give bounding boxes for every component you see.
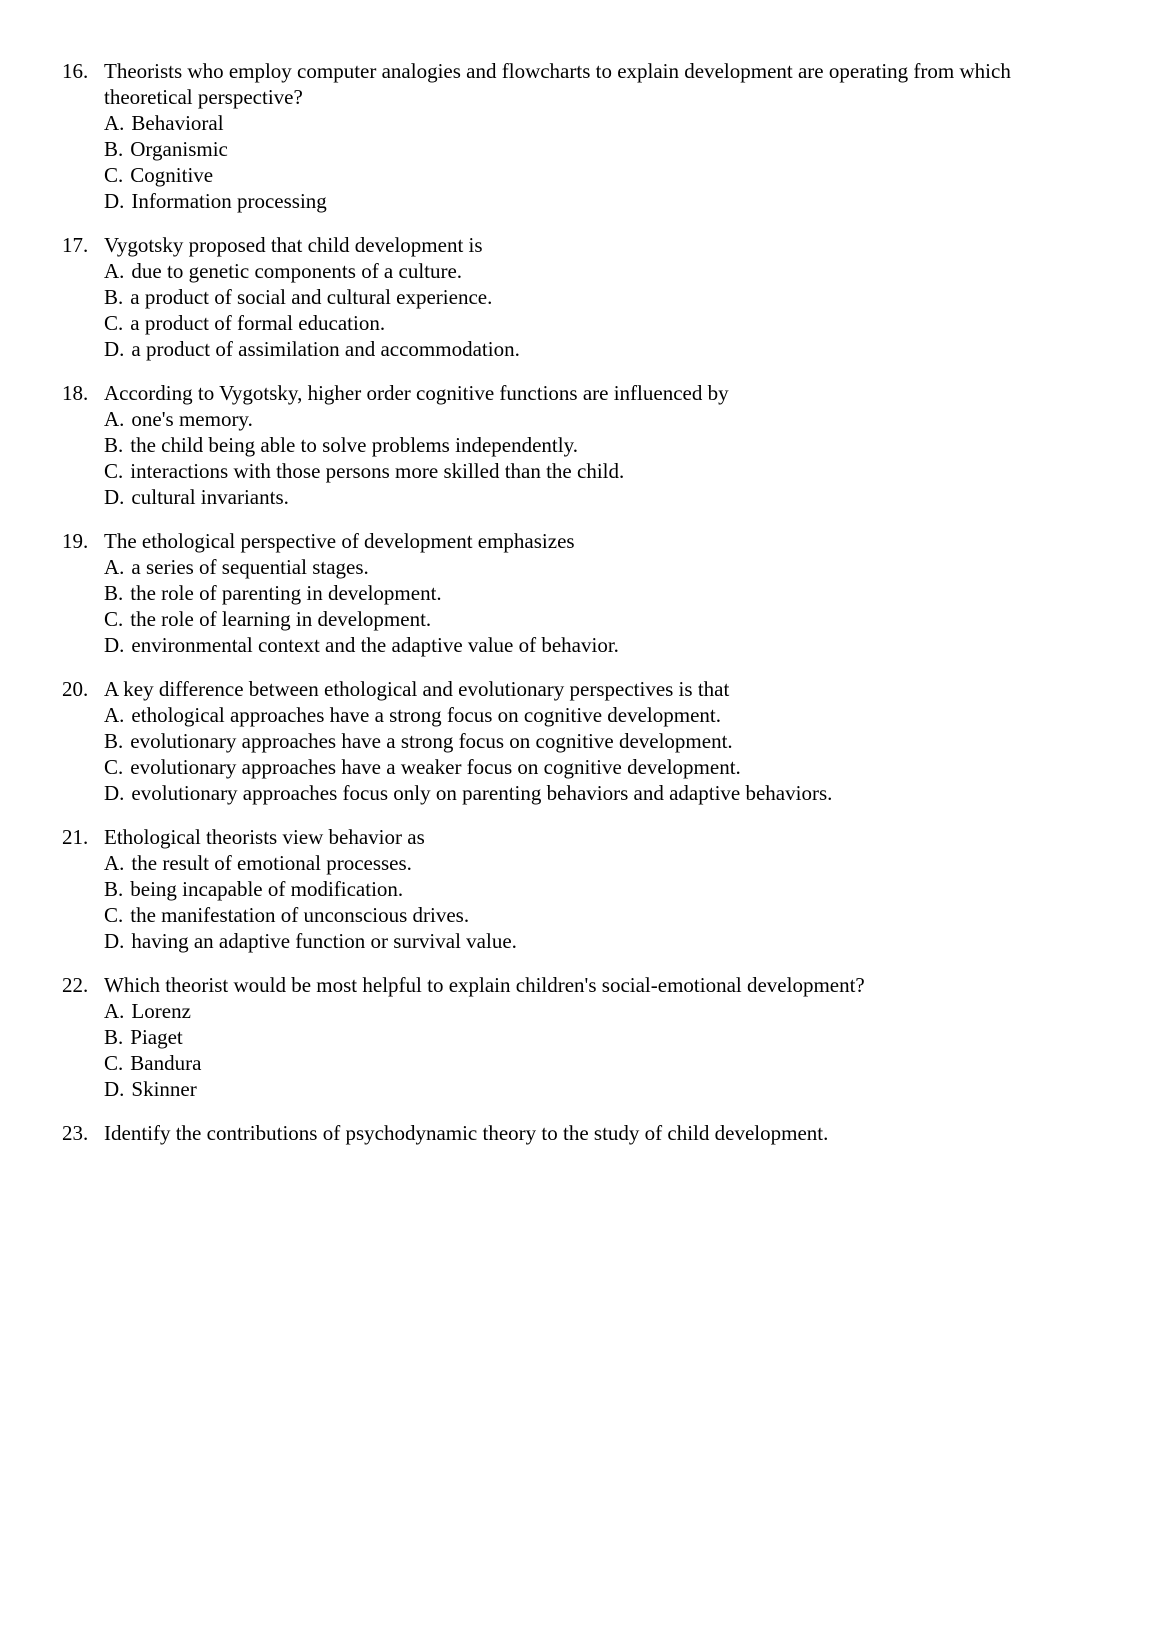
option-c bbox=[104, 902, 1102, 928]
option-text: a product of social and cultural experience. bbox=[130, 285, 493, 309]
option-text: evolutionary approaches focus only on parenting behaviors and adaptive behaviors. bbox=[131, 781, 833, 805]
option-c bbox=[104, 606, 1102, 632]
option-letter: A. bbox=[104, 111, 125, 135]
option-b bbox=[104, 136, 1102, 162]
option-text: environmental context and the adaptive value of behavior. bbox=[131, 633, 619, 657]
option-letter: C. bbox=[104, 607, 124, 631]
question-20 bbox=[62, 676, 1102, 806]
question-number: 21. bbox=[62, 825, 89, 849]
option-letter: A. bbox=[104, 555, 125, 579]
option-text: having an adaptive function or survival value. bbox=[131, 929, 517, 953]
option-a bbox=[104, 998, 1102, 1024]
question-22 bbox=[62, 972, 1102, 1102]
question-stem bbox=[62, 232, 1102, 258]
question-18 bbox=[62, 380, 1102, 510]
option-letter: C. bbox=[104, 903, 124, 927]
option-text: the role of parenting in development. bbox=[130, 581, 442, 605]
option-text: due to genetic components of a culture. bbox=[131, 259, 463, 283]
question-text: The ethological perspective of development emphasizes bbox=[104, 529, 575, 553]
question-text: Ethological theorists view behavior as bbox=[104, 825, 425, 849]
option-letter: A. bbox=[104, 407, 125, 431]
option-d bbox=[104, 188, 1102, 214]
option-b bbox=[104, 728, 1102, 754]
answer-options bbox=[62, 554, 1102, 658]
option-b bbox=[104, 1024, 1102, 1050]
option-c bbox=[104, 754, 1102, 780]
option-letter: B. bbox=[104, 1025, 124, 1049]
question-number: 18. bbox=[62, 381, 89, 405]
question-number: 17. bbox=[62, 233, 89, 257]
option-text: Cognitive bbox=[130, 163, 214, 187]
question-text: Theorists who employ computer analogies and flowcharts to explain development are operating from which theoretical perspective? bbox=[104, 59, 1011, 109]
option-d bbox=[104, 780, 1102, 806]
question-stem bbox=[62, 380, 1102, 406]
option-b bbox=[104, 876, 1102, 902]
option-d bbox=[104, 336, 1102, 362]
option-letter: D. bbox=[104, 633, 125, 657]
answer-options bbox=[62, 258, 1102, 362]
question-21 bbox=[62, 824, 1102, 954]
option-d bbox=[104, 632, 1102, 658]
option-text: cultural invariants. bbox=[131, 485, 289, 509]
option-letter: C. bbox=[104, 755, 124, 779]
option-c bbox=[104, 162, 1102, 188]
option-text: one's memory. bbox=[131, 407, 253, 431]
option-letter: C. bbox=[104, 163, 124, 187]
question-stem bbox=[62, 676, 1102, 702]
question-text: Vygotsky proposed that child development is bbox=[104, 233, 483, 257]
option-a bbox=[104, 850, 1102, 876]
question-19 bbox=[62, 528, 1102, 658]
option-letter: A. bbox=[104, 999, 125, 1023]
option-text: Information processing bbox=[131, 189, 327, 213]
option-c bbox=[104, 310, 1102, 336]
option-letter: A. bbox=[104, 851, 125, 875]
option-text: being incapable of modification. bbox=[130, 877, 404, 901]
option-letter: D. bbox=[104, 485, 125, 509]
option-b bbox=[104, 284, 1102, 310]
option-text: a series of sequential stages. bbox=[131, 555, 369, 579]
option-letter: B. bbox=[104, 137, 124, 161]
question-16 bbox=[62, 58, 1102, 214]
question-number: 16. bbox=[62, 59, 89, 83]
answer-options bbox=[62, 998, 1102, 1102]
option-text: Lorenz bbox=[131, 999, 191, 1023]
question-text: A key difference between ethological and evolutionary perspectives is that bbox=[104, 677, 730, 701]
question-text: Identify the contributions of psychodynamic theory to the study of child development. bbox=[104, 1121, 829, 1145]
option-d bbox=[104, 484, 1102, 510]
option-text: a product of assimilation and accommodation. bbox=[131, 337, 520, 361]
option-b bbox=[104, 432, 1102, 458]
option-letter: B. bbox=[104, 877, 124, 901]
option-b bbox=[104, 580, 1102, 606]
answer-options bbox=[62, 406, 1102, 510]
question-number: 20. bbox=[62, 677, 89, 701]
option-a bbox=[104, 406, 1102, 432]
question-number: 22. bbox=[62, 973, 89, 997]
option-text: the manifestation of unconscious drives. bbox=[130, 903, 470, 927]
option-letter: B. bbox=[104, 433, 124, 457]
option-text: the role of learning in development. bbox=[130, 607, 432, 631]
option-text: Organismic bbox=[130, 137, 228, 161]
option-letter: C. bbox=[104, 311, 124, 335]
option-text: evolutionary approaches have a strong focus on cognitive development. bbox=[130, 729, 733, 753]
option-a bbox=[104, 554, 1102, 580]
option-text: Behavioral bbox=[131, 111, 224, 135]
option-text: Bandura bbox=[130, 1051, 202, 1075]
question-number: 23. bbox=[62, 1121, 89, 1145]
option-text: the result of emotional processes. bbox=[131, 851, 412, 875]
option-letter: D. bbox=[104, 781, 125, 805]
option-text: interactions with those persons more skilled than the child. bbox=[130, 459, 625, 483]
option-a bbox=[104, 110, 1102, 136]
option-letter: A. bbox=[104, 259, 125, 283]
option-a bbox=[104, 702, 1102, 728]
question-text: According to Vygotsky, higher order cognitive functions are influenced by bbox=[104, 381, 729, 405]
option-d bbox=[104, 1076, 1102, 1102]
option-text: Skinner bbox=[131, 1077, 197, 1101]
option-letter: A. bbox=[104, 703, 125, 727]
answer-options bbox=[62, 702, 1102, 806]
option-letter: B. bbox=[104, 729, 124, 753]
option-letter: C. bbox=[104, 1051, 124, 1075]
question-stem bbox=[62, 1120, 1102, 1146]
question-stem bbox=[62, 824, 1102, 850]
option-letter: C. bbox=[104, 459, 124, 483]
question-stem bbox=[62, 58, 1102, 110]
option-letter: D. bbox=[104, 337, 125, 361]
option-d bbox=[104, 928, 1102, 954]
question-stem bbox=[62, 528, 1102, 554]
question-stem bbox=[62, 972, 1102, 998]
option-c bbox=[104, 458, 1102, 484]
option-text: ethological approaches have a strong focus on cognitive development. bbox=[131, 703, 721, 727]
option-letter: D. bbox=[104, 1077, 125, 1101]
option-a bbox=[104, 258, 1102, 284]
question-text: Which theorist would be most helpful to explain children's social-emotional development? bbox=[104, 973, 865, 997]
question-23 bbox=[62, 1120, 1102, 1146]
option-text: evolutionary approaches have a weaker focus on cognitive development. bbox=[130, 755, 741, 779]
answer-options bbox=[62, 850, 1102, 954]
option-text: Piaget bbox=[130, 1025, 183, 1049]
question-17 bbox=[62, 232, 1102, 362]
option-text: the child being able to solve problems independently. bbox=[130, 433, 578, 457]
question-list bbox=[62, 58, 1102, 1164]
question-number: 19. bbox=[62, 529, 89, 553]
option-letter: B. bbox=[104, 285, 124, 309]
option-text: a product of formal education. bbox=[130, 311, 386, 335]
option-letter: D. bbox=[104, 929, 125, 953]
option-letter: B. bbox=[104, 581, 124, 605]
option-c bbox=[104, 1050, 1102, 1076]
option-letter: D. bbox=[104, 189, 125, 213]
answer-options bbox=[62, 110, 1102, 214]
